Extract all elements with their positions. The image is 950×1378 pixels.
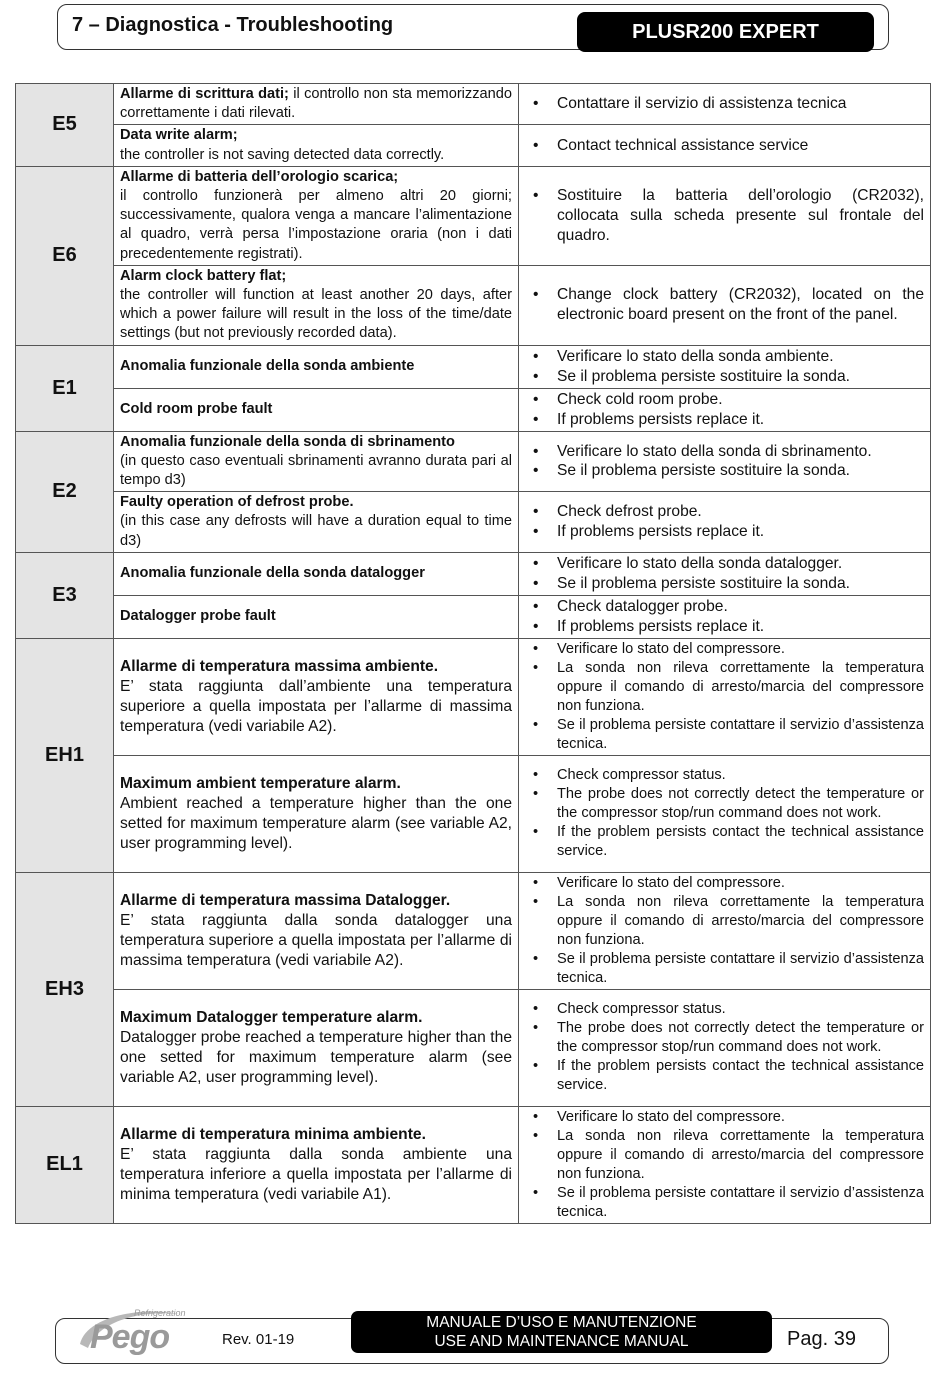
table-row (16, 595, 931, 638)
troubleshooting-table (15, 83, 931, 1224)
alarm-action-it: • Contattare il servizio di assistenza tecnica (519, 84, 931, 125)
table-row (16, 345, 931, 388)
alarm-description-en: Alarm clock battery flat; the controller will function at least another 20 days, after which a power failure will result in the loss of the time/date settings (but not previously recorded data). (114, 265, 519, 345)
alarm-action-it: • Verificare lo stato della sonda di sbrinamento. • Se il problema persiste sostituire la sonda. (519, 431, 931, 492)
alarm-description-it: Anomalia funzionale della sonda di sbrinamento (in questo caso eventuali sbrinamenti avranno durata pari al tempo d3) (114, 431, 519, 492)
alarm-action-it: • Verificare lo stato del compressore. • La sonda non rileva correttamente la temperatura oppure il comando di arresto/marcia del compressore non funziona. • Se il problema persiste contattare il servizio d’assistenza tecnica. (519, 1106, 931, 1223)
alarm-description-en: Maximum Datalogger temperature alarm. Datalogger probe reached a temperature higher than the one setted for maximum temperature alarm (see variable A2, user programming level). (114, 989, 519, 1106)
alarm-description-it: Anomalia funzionale della sonda datalogger (114, 552, 519, 595)
alarm-action-en: • Change clock battery (CR2032), located on the electronic board present on the front of the panel. (519, 265, 931, 345)
table-row (16, 265, 931, 345)
alarm-action-en: • Contact technical assistance service (519, 125, 931, 166)
table-row (16, 1106, 931, 1223)
manual-title-badge (351, 1311, 772, 1353)
alarm-description-en: Faulty operation of defrost probe. (in this case any defrosts will have a duration equal to time d3) (114, 492, 519, 553)
alarm-code: E6 (16, 166, 114, 345)
alarm-action-it: • Verificare lo stato del compressore. • La sonda non rileva correttamente la temperatura oppure il comando di arresto/marcia del compressore non funziona. • Se il problema persiste contattare il servizio d’assistenza tecnica. (519, 872, 931, 989)
alarm-code: EH3 (16, 872, 114, 1106)
alarm-action-it: • Verificare lo stato del compressore. • La sonda non rileva correttamente la temperatura oppure il comando di arresto/marcia del compressore non funziona. • Se il problema persiste contattare il servizio d’assistenza tecnica. (519, 638, 931, 755)
page-number: Pag. 39 (787, 1328, 856, 1350)
logo-text: Pego (90, 1318, 170, 1356)
table-row (16, 872, 931, 989)
table-row (16, 84, 931, 125)
logo-tagline: Refrigeration (134, 1308, 186, 1318)
table-row (16, 431, 931, 492)
alarm-action-it: • Verificare lo stato della sonda datalogger. • Se il problema persiste sostituire la sonda. (519, 552, 931, 595)
alarm-action-en: • Check compressor status. • The probe does not correctly detect the temperature or the compressor stop/run command does not work. • If the problem persists contact the technical assistance service. (519, 755, 931, 872)
alarm-code: EH1 (16, 638, 114, 872)
alarm-description-en: Maximum ambient temperature alarm. Ambient reached a temperature higher than the one setted for maximum temperature alarm (see variable A2, user programming level). (114, 755, 519, 872)
alarm-action-it: • Sostituire la batteria dell’orologio (CR2032), collocata sulla scheda presente sul frontale del quadro. (519, 166, 931, 265)
table-row (16, 755, 931, 872)
table-row (16, 125, 931, 166)
alarm-action-en: • Check cold room probe. • If problems persists replace it. (519, 388, 931, 431)
manual-title-it: MANUALE D’USO E MANUTENZIONE (426, 1314, 697, 1331)
alarm-description-it: Allarme di batteria dell’orologio scarica; il controllo funzionerà per almeno altri 20 giorni; successivamente, qualora venga a mancare l’alimentazione al quadro, verrà persa l’impostazione oraria (non i dati precedentemente registrati). (114, 166, 519, 265)
manual-title-en: USE AND MAINTENANCE MANUAL (434, 1333, 689, 1350)
alarm-action-en: • Check defrost probe. • If problems persists replace it. (519, 492, 931, 553)
pego-logo (76, 1302, 186, 1358)
alarm-description-it: Allarme di temperatura massima ambiente. E’ stata raggiunta dall’ambiente una temperatura superiore a quella impostata per l’allarme di massima temperatura (vedi variabile A2). (114, 638, 519, 755)
alarm-code: E1 (16, 345, 114, 431)
alarm-description-it: Allarme di temperatura massima Datalogger. E’ stata raggiunta dalla sonda datalogger una temperatura superiore a quella impostata per l’allarme di massima temperatura (vedi variabile A2). (114, 872, 519, 989)
model-badge: PLUSR200 EXPERT (577, 12, 874, 52)
alarm-description-en: Data write alarm; the controller is not saving detected data correctly. (114, 125, 519, 166)
alarm-description-en: Datalogger probe fault (114, 595, 519, 638)
section-title: 7 – Diagnostica - Troubleshooting (72, 14, 394, 36)
alarm-action-en: • Check datalogger probe. • If problems persists replace it. (519, 595, 931, 638)
alarm-code: EL1 (16, 1106, 114, 1223)
alarm-description-it: Anomalia funzionale della sonda ambiente (114, 345, 519, 388)
table-row (16, 166, 931, 265)
alarm-description-it: Allarme di temperatura minima ambiente. E’ stata raggiunta dalla sonda ambiente una temperatura inferiore a quella impostata per l’allarme di minima temperatura (vedi variabile A1). (114, 1106, 519, 1223)
alarm-code: E3 (16, 552, 114, 638)
revision-label: Rev. 01-19 (222, 1331, 295, 1348)
table-row (16, 989, 931, 1106)
alarm-description-en: Cold room probe fault (114, 388, 519, 431)
alarm-description-it: Allarme di scrittura dati; il controllo non sta memorizzando correttamente i dati rilevati. (114, 84, 519, 125)
table-row (16, 388, 931, 431)
alarm-action-en: • Check compressor status. • The probe does not correctly detect the temperature or the compressor stop/run command does not work. • If the problem persists contact the technical assistance service. (519, 989, 931, 1106)
table-row (16, 638, 931, 755)
alarm-code: E5 (16, 84, 114, 167)
alarm-code: E2 (16, 431, 114, 552)
table-row (16, 552, 931, 595)
table-row (16, 492, 931, 553)
alarm-action-it: • Verificare lo stato della sonda ambiente. • Se il problema persiste sostituire la sonda. (519, 345, 931, 388)
